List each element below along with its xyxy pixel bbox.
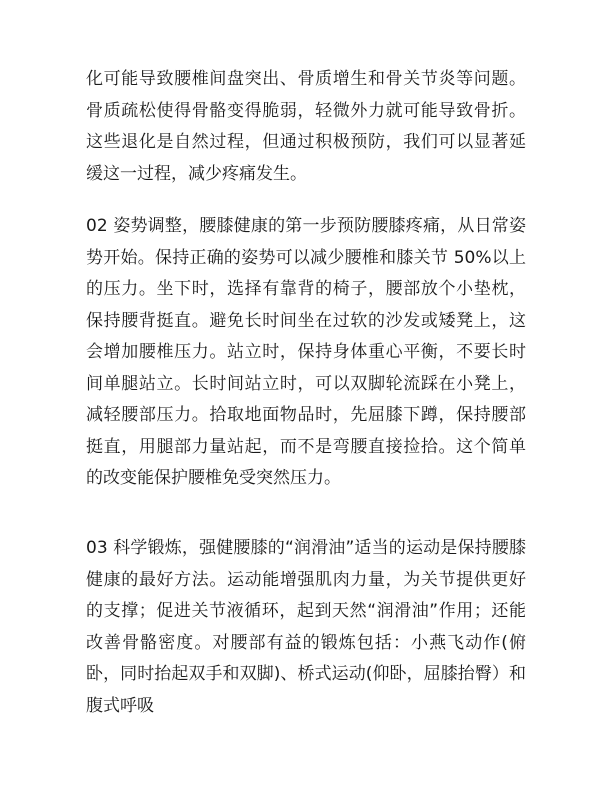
paragraph-scientific-exercise: 03 科学锻炼，强健腰膝的“润滑油”适当的运动是保持腰膝健康的最好方法。运动能增强肌肉力量，为关节提供更好的支撑；促进关节液循环，起到天然“润滑油”作用；还能改善骨骼密度。对腰部有益的锻炼包括：小燕飞动作(俯卧，同时抬起双手和双脚)、桥式运动(仰卧，屈膝抬臀）和腹式呼吸 — [86, 538, 526, 716]
paragraph-aging-effects: 化可能导致腰椎间盘突出、骨质增生和骨关节炎等问题。骨质疏松使得骨骼变得脆弱，轻微外力就可能导致骨折。这些退化是自然过程，但通过积极预防，我们可以显著延缓这一过程，减少疼痛发生。 — [86, 69, 526, 184]
paragraph-posture-adjustment: 02 姿势调整，腰膝健康的第一步预防腰膝疼痛，从日常姿势开始。保持正确的姿势可以减少腰椎和膝关节 50%以上的压力。坐下时，选择有靠背的椅子，腰部放个小垫枕，保持腰背挺直。避免长时间坐在过软的沙发或矮凳上，这会增加腰椎压力。站立时，保持身体重心平衡，不要长时间单腿站立。长时间站立时，可以双脚轮流踩在小凳上，减轻腰部压力。拾取地面物品时，先屈膝下蹲，保持腰部挺直，用腿部力量站起，而不是弯腰直接捡拾。这个简单的改变能保护腰椎免受突然压力。 — [86, 216, 526, 488]
